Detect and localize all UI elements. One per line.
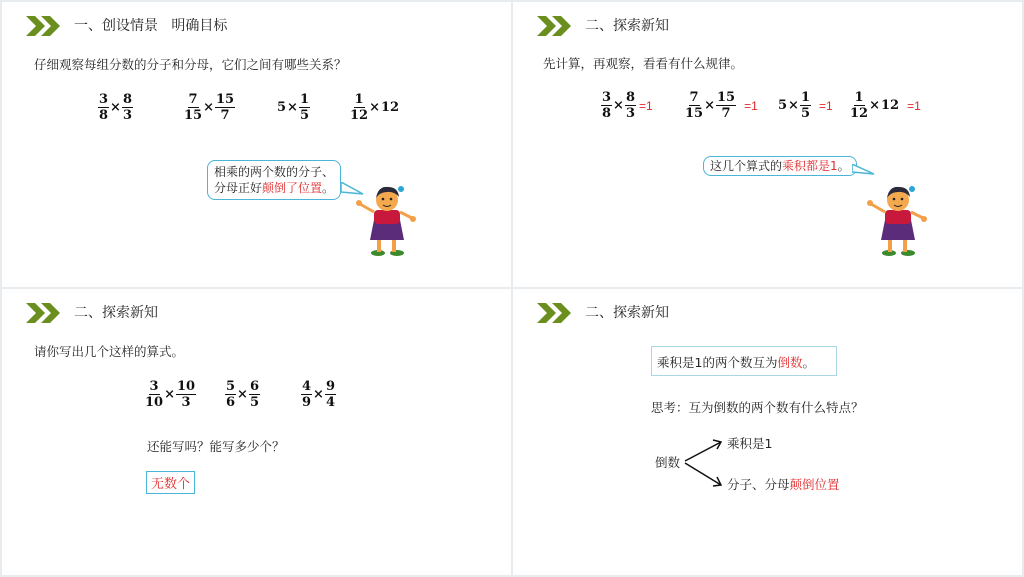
slide-panel-2 — [513, 2, 1022, 287]
speech-bubble — [207, 160, 341, 200]
section-title: 二、探索新知 — [74, 305, 158, 321]
bubble-line-2: 分母正好颠倒了位置。 — [214, 181, 335, 195]
diagram-root: 倒数 — [655, 455, 681, 470]
speech-bubble: 这几个算式的乘积都是1。 — [703, 156, 857, 176]
expression-1: $\frac{3}{8}$ × $\frac{8}{3}$ =1 — [602, 90, 653, 121]
question-text: 还能写吗？能写多少个？ — [147, 439, 285, 454]
double-chevron-icon — [26, 16, 64, 36]
bubble-line-1: 相乘的两个数的分子、 — [214, 165, 335, 179]
expression-4: $\frac{1}{12}$ × 12 =1 — [850, 90, 921, 121]
expression-1: $\frac{3}{10}$ × $\frac{10}{3}$ — [145, 379, 196, 410]
question-text: 仔细观察每组分数的分子和分母，它们之间有哪些关系？ — [34, 57, 347, 72]
section-title: 一、创设情景 明确目标 — [74, 18, 228, 34]
expression-4: $\frac{1}{12}$ × 12 — [350, 92, 400, 123]
expression-3: $\frac{4}{9}$ × $\frac{9}{4}$ — [302, 379, 335, 410]
section-title: 二、探索新知 — [585, 18, 669, 34]
answer-box: 无数个 — [146, 471, 195, 494]
double-chevron-icon — [537, 16, 575, 36]
cartoon-girl-icon — [354, 180, 418, 260]
section-title: 二、探索新知 — [585, 305, 669, 321]
expression-2: $\frac{5}{6}$ × $\frac{6}{5}$ — [226, 379, 259, 410]
branch-product-one: 乘积是1 — [727, 436, 773, 451]
branch-arrows-icon — [683, 439, 727, 489]
double-chevron-icon — [26, 303, 64, 323]
prompt-text: 先计算，再观察，看看有什么规律。 — [543, 56, 744, 71]
expression-2: $\frac{7}{15}$ × $\frac{15}{7}$ =1 — [685, 90, 758, 121]
cartoon-girl-icon — [865, 180, 929, 260]
expression-3: 5 × $\frac{1}{5}$ — [277, 92, 309, 123]
expression-1: $\frac{3}{8}$ × $\frac{8}{3}$ — [99, 92, 132, 123]
bubble-tail-icon — [852, 164, 876, 178]
double-chevron-icon — [537, 303, 575, 323]
think-question: 思考：互为倒数的两个数有什么特点？ — [651, 400, 864, 415]
expression-2: $\frac{7}{15}$ × $\frac{15}{7}$ — [184, 92, 235, 123]
definition-box: 乘积是1的两个数互为倒数。 — [651, 346, 837, 376]
slide-panel-4 — [513, 289, 1022, 575]
branch-swap: 分子、分母颠倒位置 — [727, 477, 840, 492]
prompt-text: 请你写出几个这样的算式。 — [34, 344, 185, 359]
slide-panel-3 — [2, 289, 511, 575]
slide-panel-1 — [2, 2, 511, 287]
expression-3: 5 × $\frac{1}{5}$ =1 — [778, 90, 833, 121]
